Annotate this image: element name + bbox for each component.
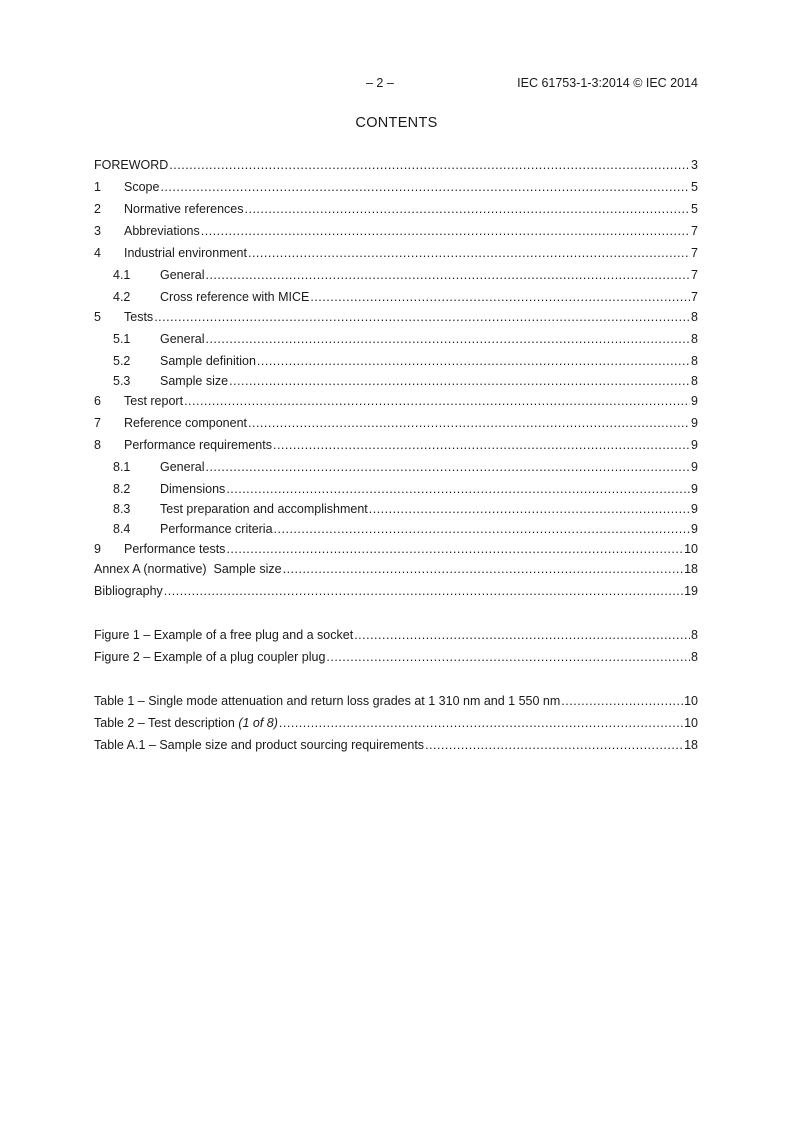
table-entry-label [94,716,278,731]
toc-entry-scope[interactable] [94,180,698,202]
toc-entry-test-preparation[interactable] [94,502,698,522]
toc-entry-foreword[interactable] [94,158,698,180]
toc-entry-8-1-general[interactable] [94,460,698,482]
toc-entry-label: General [160,332,205,346]
toc-entry-number: 5.1 [113,332,131,346]
toc-entry-page: 8 [691,310,698,324]
toc-entry-label: Test preparation and accomplishment [160,502,368,516]
toc-entry-sample-definition[interactable] [94,354,698,374]
toc-entry-label: Performance criteria [160,522,273,536]
toc-entry-industrial-environment[interactable] [94,246,698,268]
dot-leader [154,310,690,325]
toc-entry-number: 4.2 [113,290,131,304]
toc-entry-dimensions[interactable] [94,482,698,502]
dot-leader [160,180,690,195]
dot-leader [164,584,683,599]
dot-leader [354,628,690,643]
figure-entry-page: 8 [691,628,698,642]
toc-entry-page: 7 [691,224,698,238]
dot-leader [229,374,690,389]
toc-entry-page: 9 [691,522,698,536]
dot-leader [248,246,690,261]
toc-entry-page: 5 [691,202,698,216]
toc-entry-label: Bibliography [94,584,163,598]
table-entry-1[interactable] [94,694,698,716]
dot-leader [425,738,683,753]
toc-entry-number: 5.3 [113,374,131,388]
toc-entry-page: 7 [691,290,698,304]
toc-entry-number: 6 [94,394,101,408]
toc-entry-number: 8 [94,438,101,452]
dot-leader [257,354,690,369]
dot-leader [205,268,690,283]
toc-entry-number: 8.1 [113,460,131,474]
toc-entry-page: 9 [691,482,698,496]
toc-entry-page: 8 [691,354,698,368]
toc-entry-performance-tests[interactable] [94,542,698,562]
toc-entry-label: Sample size [160,374,229,388]
toc-entry-performance-criteria[interactable] [94,522,698,542]
contents-title: CONTENTS [355,115,438,131]
dot-leader [201,224,690,239]
table-entry-label: Table 1 – Single mode attenuation and return loss grades at 1 310 nm and 1 550 nm [94,694,561,708]
table-entry-page: 10 [684,716,698,730]
toc-entry-page: 8 [691,332,698,346]
toc-entry-normative-references[interactable] [94,202,698,224]
dot-leader [310,290,690,305]
toc-entry-page: 9 [691,460,698,474]
toc-entry-label: Performance requirements [124,438,272,452]
toc-entry-number: 8.4 [113,522,131,536]
figure-entry-label: Figure 2 – Example of a plug coupler plug [94,650,326,664]
toc-entry-reference-component[interactable] [94,416,698,438]
table-entry-a1[interactable] [94,738,698,760]
toc-entry-label: Cross reference with MICE [160,290,310,304]
toc-entry-number: 8.3 [113,502,131,516]
toc-entry-label: Sample definition [160,354,256,368]
table-entry-label: Table A.1 – Sample size and product sourcing requirements [94,738,425,752]
toc-entry-label: Reference component [124,416,247,430]
dot-leader [283,562,684,577]
toc-entry-page: 19 [684,584,698,598]
toc-entry-tests[interactable] [94,310,698,332]
toc-entry-number: 7 [94,416,101,430]
toc-entry-label: Abbreviations [124,224,200,238]
toc-entry-page: 18 [684,562,698,576]
toc-entry-page: 7 [691,246,698,260]
toc-entry-annex-a[interactable] [94,562,698,584]
dot-leader [226,482,690,497]
toc-entry-number: 5.2 [113,354,131,368]
toc-entry-page: 3 [691,158,698,172]
figure-entry-2[interactable] [94,650,698,672]
toc-entry-label: Normative references [124,202,244,216]
toc-entry-5-1-general[interactable] [94,332,698,354]
dot-leader [274,522,691,537]
toc-entry-label: Test report [124,394,184,408]
toc-entry-number: 1 [94,180,101,194]
toc-entry-label: FOREWORD [94,158,169,172]
table-entry-page: 18 [684,738,698,752]
dot-leader [184,394,690,409]
toc-entry-page: 10 [684,542,698,556]
toc-entry-number: 8.2 [113,482,131,496]
toc-entry-abbreviations[interactable] [94,224,698,246]
toc-entry-number: 4 [94,246,101,260]
dot-leader [369,502,690,517]
table-entry-page: 10 [684,694,698,708]
dot-leader [205,460,690,475]
standard-reference: IEC 61753-1-3:2014 © IEC 2014 [517,76,698,90]
toc-entry-label: Tests [124,310,154,324]
dot-leader [245,202,691,217]
figure-entry-label: Figure 1 – Example of a free plug and a socket [94,628,354,642]
toc-entry-label: Performance tests [124,542,226,556]
toc-entry-label: Dimensions [160,482,226,496]
toc-entry-4-1-general[interactable] [94,268,698,290]
toc-entry-number: 3 [94,224,101,238]
dot-leader [205,332,690,347]
toc-entry-page: 9 [691,502,698,516]
figure-entry-1[interactable] [94,628,698,650]
table-entry-label-italic: (1 of 8) [238,716,278,730]
toc-entry-cross-reference-mice[interactable] [94,290,698,310]
toc-entry-page: 9 [691,416,698,430]
dot-leader [248,416,690,431]
table-of-contents [94,158,698,760]
figure-entry-page: 8 [691,650,698,664]
toc-entry-number: 9 [94,542,101,556]
dot-leader [326,650,690,665]
dot-leader [226,542,683,557]
toc-entry-page: 5 [691,180,698,194]
dot-leader [273,438,690,453]
toc-entry-page: 7 [691,268,698,282]
toc-entry-page: 9 [691,394,698,408]
toc-entry-performance-requirements[interactable] [94,438,698,460]
toc-entry-number: 4.1 [113,268,131,282]
toc-entry-number: 5 [94,310,101,324]
toc-entry-label: General [160,268,205,282]
toc-entry-label: General [160,460,205,474]
table-entry-2[interactable] [94,716,698,738]
toc-entry-page: 8 [691,374,698,388]
toc-entry-test-report[interactable] [94,394,698,416]
dot-leader [561,694,683,709]
toc-entry-page: 9 [691,438,698,452]
dot-leader [279,716,683,731]
toc-entry-label: Industrial environment [124,246,247,260]
toc-entry-sample-size[interactable] [94,374,698,394]
toc-entry-number: 2 [94,202,101,216]
page-number: – 2 – [366,76,394,90]
toc-entry-bibliography[interactable] [94,584,698,606]
table-entry-label-text: Table 2 – Test description [94,716,239,730]
dot-leader [169,158,690,173]
toc-entry-label: Annex A (normative) Sample size [94,562,282,576]
toc-entry-label: Scope [124,180,160,194]
